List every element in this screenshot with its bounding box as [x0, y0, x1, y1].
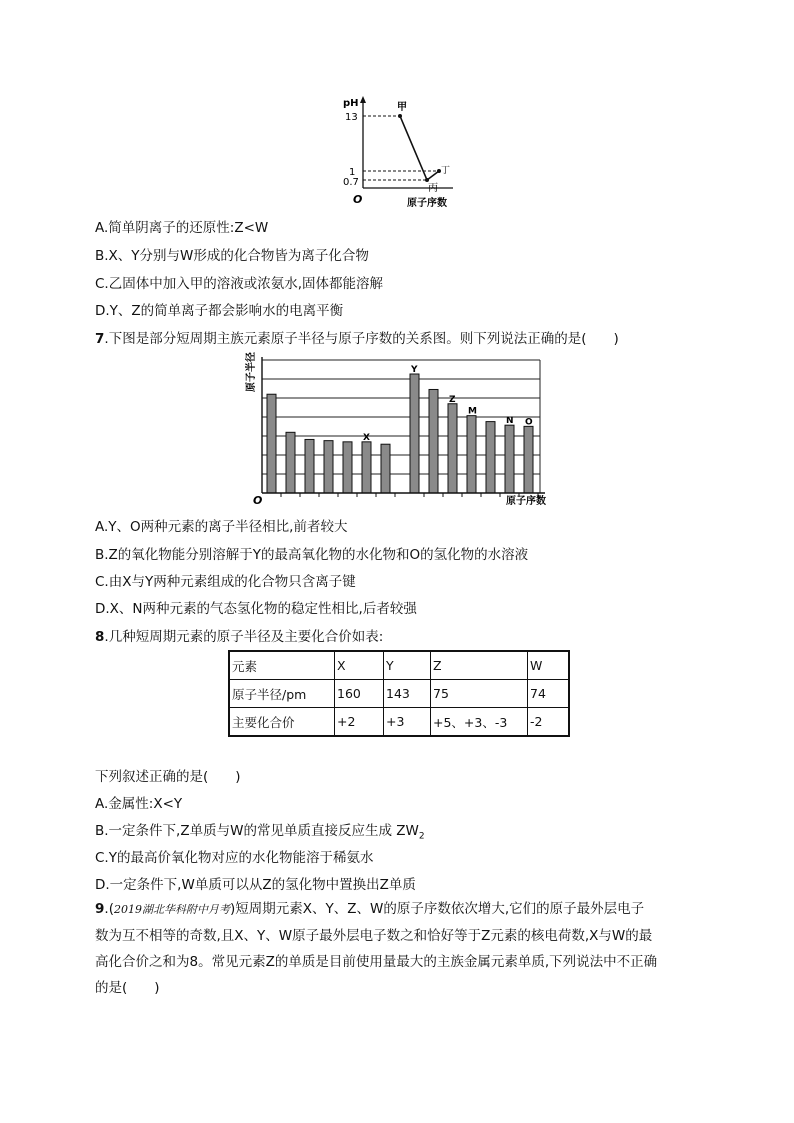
ph-chart — [335, 92, 475, 210]
q8-option-b-text: B.一定条件下,Z单质与W的常见单质直接反应生成 ZW — [95, 823, 419, 839]
bar-mark — [467, 416, 476, 493]
q9-line-2: 数为互不相等的奇数,且X、Y、W原子最外层电子数之和恰好等于Z元素的核电荷数,X与W的最 — [95, 928, 653, 944]
bar-mark — [429, 389, 438, 493]
q8-number: 8 — [95, 629, 105, 645]
bar-mark — [410, 374, 419, 493]
table-row — [229, 651, 569, 680]
q8-option-b — [95, 819, 425, 842]
q8-option-c: C.Y的最高价氧化物对应的水化物能溶于稀氨水 — [95, 850, 374, 866]
q8-option-b-subscript: 2 — [418, 831, 425, 842]
q6-option-a: A.简单阴离子的还原性:Z<W — [95, 220, 269, 236]
bar-label: O — [525, 417, 533, 428]
q6-option-b: B.X、Y分别与W形成的化合物皆为离子化合物 — [95, 248, 369, 264]
q8-stem: .几种短周期元素的原子半径及主要化合价如表: — [104, 629, 384, 645]
table-cell: W — [528, 651, 570, 680]
table-cell: 143 — [384, 680, 431, 708]
ph-line-segment-2 — [427, 171, 439, 180]
q8-question — [95, 625, 383, 645]
bar-mark — [362, 442, 371, 493]
table-cell: 160 — [335, 680, 384, 708]
q7-option-a: A.Y、O两种元素的离子半径相比,前者较大 — [95, 519, 348, 535]
bar-mark — [286, 432, 295, 493]
table-row — [229, 680, 569, 708]
bar-label: N — [506, 416, 514, 427]
ph-point-label-bing: 丙 — [428, 183, 438, 194]
q8-prompt: 下列叙述正确的是( ) — [95, 769, 241, 785]
q9-line-1 — [95, 896, 705, 923]
table-cell: 原子半径/pm — [229, 680, 335, 708]
q9-question — [95, 896, 705, 1001]
bar-mark — [324, 441, 333, 493]
ph-tick-1: 1 — [349, 167, 356, 178]
ph-axis-label: pH — [343, 98, 359, 109]
bar-label: Y — [411, 365, 418, 375]
bar-mark — [505, 425, 514, 493]
bar-mark — [381, 444, 390, 493]
ph-point-bing — [425, 178, 429, 182]
ph-tick-07: 0.7 — [343, 177, 359, 188]
q6-option-c: C.乙固体中加入甲的溶液或浓氨水,固体都能溶解 — [95, 276, 384, 292]
bar-chart-origin: O — [253, 494, 263, 507]
q9-line-3: 高化合价之和为8。常见元素Z的单质是目前使用量最大的主族金属元素单质,下列说法中不正确 — [95, 954, 658, 970]
q9-text-1: )短周期元素X、Y、Z、W的原子序数依次增大,它们的原子最外层电子 — [229, 901, 645, 917]
bar-label: M — [468, 406, 477, 417]
table-cell: +3 — [384, 708, 431, 737]
q7-option-b: B.Z的氧化物能分别溶解于Y的最高氧化物的水化物和O的氢化物的水溶液 — [95, 547, 529, 563]
bar-mark — [448, 404, 457, 493]
q7-number: 7 — [95, 331, 105, 347]
table-cell: +2 — [335, 708, 384, 737]
bar-label: Z — [449, 394, 456, 405]
table-cell: +5、+3、-3 — [431, 708, 528, 737]
table-cell: Z — [431, 651, 528, 680]
table-cell: 74 — [528, 680, 570, 708]
ph-point-label-ding: 丁 — [441, 166, 451, 176]
table-cell: 元素 — [229, 651, 335, 680]
bar-mark — [524, 426, 533, 493]
q7-option-c: C.由X与Y两种元素组成的化合物只含离子键 — [95, 574, 356, 590]
table-cell: Y — [384, 651, 431, 680]
bar-mark — [305, 439, 314, 493]
q6-option-d: D.Y、Z的简单离子都会影响水的电离平衡 — [95, 303, 344, 319]
q7-option-d: D.X、N两种元素的气态氢化物的稳定性相比,后者较强 — [95, 601, 417, 617]
table-cell: 主要化合价 — [229, 708, 335, 737]
atomic-radius-bar-chart — [245, 352, 565, 508]
bar-mark — [267, 394, 276, 493]
element-table — [228, 650, 570, 737]
q9-source: 2019湖北华科附中月考 — [113, 903, 230, 916]
table-cell: 75 — [431, 680, 528, 708]
bar-chart-xlabel: 原子序数 — [506, 496, 546, 507]
ph-origin-label: O — [353, 193, 363, 206]
ph-xaxis-label: 原子序数 — [407, 198, 447, 209]
q7-stem: .下图是部分短周期主族元素原子半径与原子序数的关系图。则下列说法正确的是( ) — [104, 331, 619, 347]
table-row — [229, 708, 569, 737]
q8-option-a: A.金属性:X<Y — [95, 796, 183, 812]
q9-source-open: .( — [104, 901, 114, 917]
q9-line-4: 的是( ) — [95, 980, 160, 996]
table-cell: -2 — [528, 708, 570, 737]
ph-tick-13: 13 — [345, 112, 358, 123]
bar-mark — [486, 422, 495, 493]
ph-point-jia — [398, 114, 402, 118]
bar-label: X — [363, 432, 370, 443]
bar-chart-ylabel: 原子半径 — [246, 352, 257, 392]
q9-number: 9 — [95, 901, 105, 917]
bar-mark — [343, 442, 352, 493]
q8-option-d: D.一定条件下,W单质可以从Z的氢化物中置换出Z单质 — [95, 877, 416, 893]
table-cell: X — [335, 651, 384, 680]
q7-question — [95, 327, 619, 347]
ph-line-segment-1 — [400, 116, 427, 180]
ph-point-label-jia: 甲 — [397, 102, 407, 113]
